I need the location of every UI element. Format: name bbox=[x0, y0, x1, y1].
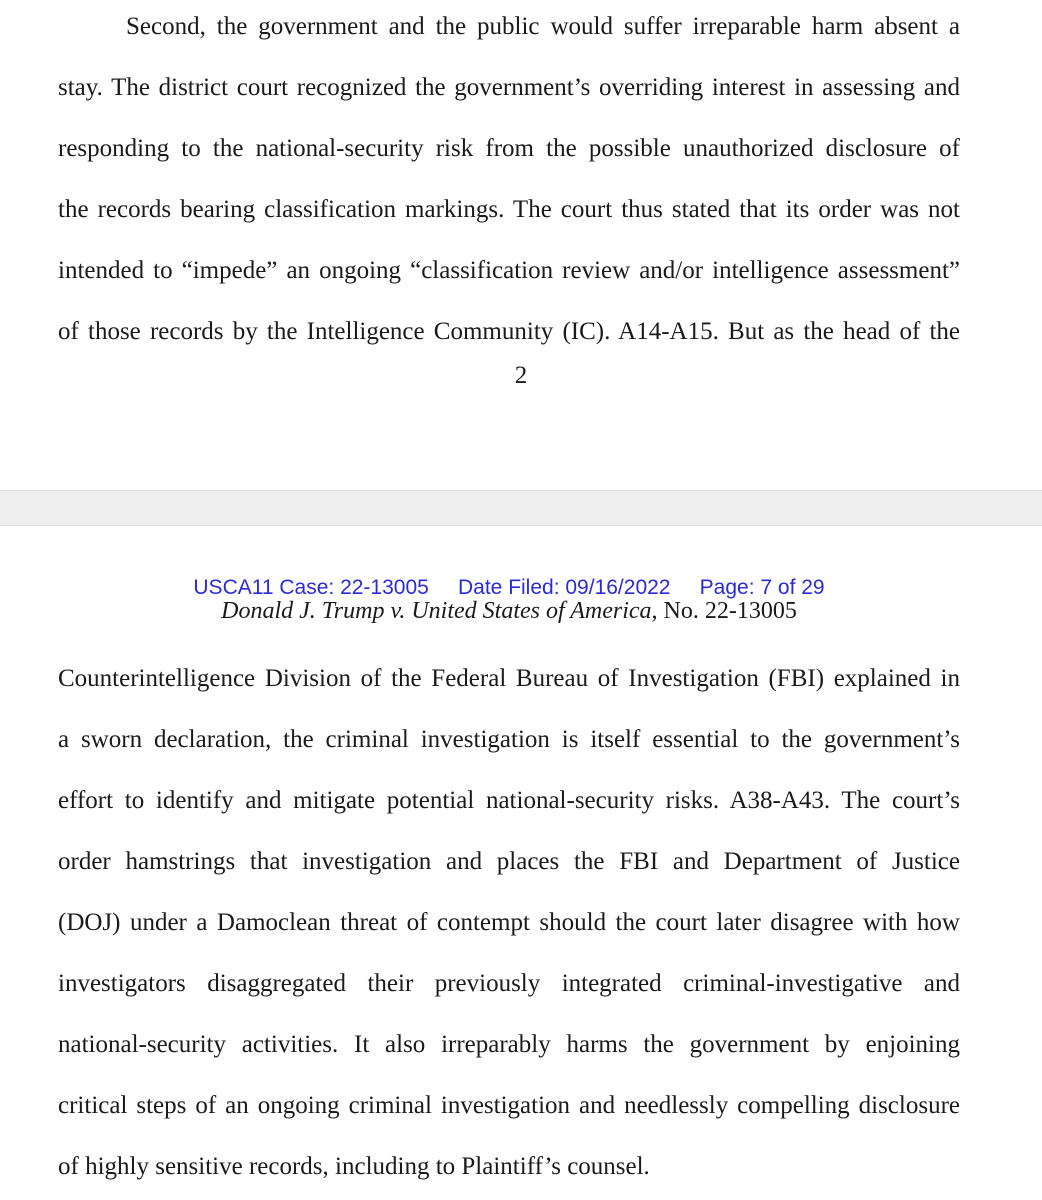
paragraph-line: effort to identify and mitigate potential national-security risks. A38-A43. The court’s bbox=[58, 787, 960, 814]
case-number: , No. 22-13005 bbox=[651, 598, 797, 624]
paragraph-line: critical steps of an ongoing criminal investigation and needlessly compelling disclosure bbox=[58, 1092, 960, 1119]
paragraph-line: stay. The district court recognized the government’s overriding interest in assessing and bbox=[58, 74, 960, 101]
paragraph-line: national-security activities. It also irreparably harms the government by enjoining bbox=[58, 1031, 960, 1058]
paragraph-line: a sworn declaration, the criminal investigation is itself essential to the government’s bbox=[58, 726, 960, 753]
stamp-date-filed: Date Filed: 09/16/2022 bbox=[458, 576, 671, 599]
page-separator bbox=[0, 490, 1042, 526]
stamp-page: Page: 7 of 29 bbox=[699, 576, 825, 599]
paragraph-line: Second, the government and the public would suffer irreparable harm absent a bbox=[126, 13, 960, 40]
paragraph-line: investigators disaggregated their previously integrated criminal-investigative and bbox=[58, 970, 960, 997]
case-caption bbox=[0, 598, 1018, 625]
paragraph-line: responding to the national-security risk from the possible unauthorized disclosure of bbox=[58, 135, 960, 162]
paragraph-line: (DOJ) under a Damoclean threat of contempt should the court later disagree with how bbox=[58, 909, 960, 936]
case-name: Donald J. Trump v. United States of America bbox=[221, 598, 652, 624]
paragraph-line: of those records by the Intelligence Community (IC). A14-A15. But as the head of the bbox=[58, 318, 960, 345]
paragraph-line: order hamstrings that investigation and places the FBI and Department of Justice bbox=[58, 848, 960, 875]
paragraph-line: intended to “impede” an ongoing “classification review and/or intelligence assessment” bbox=[58, 257, 960, 284]
paragraph-line: the records bearing classification markings. The court thus stated that its order was not bbox=[58, 196, 960, 223]
filing-stamp bbox=[0, 576, 1018, 600]
page-number: 2 bbox=[514, 362, 528, 389]
stamp-case: USCA11 Case: 22-13005 bbox=[193, 576, 429, 599]
paragraph-line: of highly sensitive records, including to Plaintiff’s counsel. bbox=[58, 1153, 650, 1180]
paragraph-line: Counterintelligence Division of the Federal Bureau of Investigation (FBI) explained in bbox=[58, 665, 960, 692]
